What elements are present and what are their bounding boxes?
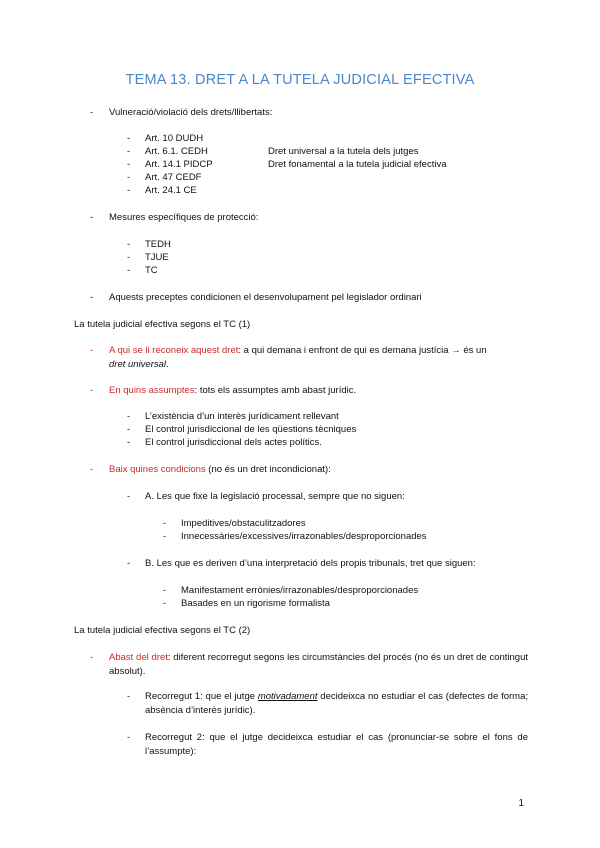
bullet-dash: - xyxy=(127,185,131,196)
bullet-dash: - xyxy=(127,424,131,435)
list-item: Basades en un rigorisme formalista xyxy=(181,598,330,609)
list-item: Art. 24.1 CE xyxy=(145,185,197,196)
section2-heading: Mesures específiques de protecció: xyxy=(109,212,259,223)
bullet-dash: - xyxy=(127,172,131,183)
bullet-dash: - xyxy=(90,345,94,356)
bullet-dash: - xyxy=(127,732,131,743)
scope-label: Abast del dret xyxy=(109,652,168,663)
scope-paragraph xyxy=(109,651,528,678)
bullet-dash: - xyxy=(127,491,131,502)
bullet-dash: - xyxy=(127,437,131,448)
bullet-dash: - xyxy=(90,292,94,303)
bullet-dash: - xyxy=(90,107,94,118)
who-end: . xyxy=(166,358,169,370)
tc2-heading: La tutela judicial efectiva segons el TC (2) xyxy=(74,625,251,636)
bullet-dash: - xyxy=(127,558,131,569)
who-text: : a qui demana i enfront de qui es demana justícia → és un xyxy=(238,345,487,356)
list-item: Art. 47 CEDF xyxy=(145,172,202,183)
list-item: TC xyxy=(145,265,158,276)
route1-b: decideixca no estudiar el cas (defectes de forma; absència d’interès jurídic). xyxy=(145,691,528,716)
matters-label: En quins assumptes xyxy=(109,385,195,396)
list-item: Manifestament errònies/irrazonables/desproporcionades xyxy=(181,585,419,596)
cond-b: B. Les que es deriven d’una interpretació dels propis tribunals, tret que siguen: xyxy=(145,558,476,569)
bullet-dash: - xyxy=(90,464,94,475)
cond-a: A. Les que fixe la legislació processal, sempre que no siguen: xyxy=(145,491,405,502)
page-title: TEMA 13. DRET A LA TUTELA JUDICIAL EFECTIVA xyxy=(125,72,475,88)
matters-text: : tots els assumptes amb abast jurídic. xyxy=(194,385,357,396)
note-cedh: Dret universal a la tutela dels jutges xyxy=(268,146,419,157)
route1-paragraph xyxy=(145,690,528,717)
bullet-dash: - xyxy=(163,585,167,596)
list-item: Art. 6.1. CEDH xyxy=(145,146,208,157)
bullet-dash: - xyxy=(127,411,131,422)
route1-underlined: motivadament xyxy=(257,691,318,702)
who-label: A qui se li reconeix aquest dret xyxy=(109,345,239,356)
bullet-dash: - xyxy=(127,159,131,170)
bullet-dash: - xyxy=(127,146,131,157)
who-italic: dret universal xyxy=(109,358,167,370)
note-pidcp: Dret fonamental a la tutela judicial efectiva xyxy=(268,159,447,170)
bullet-dash: - xyxy=(127,265,131,276)
who-paragraph xyxy=(109,344,528,371)
bullet-dash: - xyxy=(90,385,94,396)
bullet-dash: - xyxy=(163,518,167,529)
route1-a: Recorregut 1: que el jutge xyxy=(145,691,258,702)
list-item: L’existència d’un interès jurídicament rellevant xyxy=(145,411,339,422)
list-item: Impeditives/obstaculitzadores xyxy=(181,518,306,529)
list-item: Innecessàries/excessives/irrazonables/desproporcionades xyxy=(181,531,427,542)
cond-label: Baix quines condicions xyxy=(109,464,206,475)
list-item: El control jurisdiccional de les qüestions tècniques xyxy=(145,424,357,435)
bullet-dash: - xyxy=(90,652,94,663)
bullet-dash: - xyxy=(127,691,131,702)
scope-text: : diferent recorregut segons les circumstàncies del procés (no és un dret de contingut absolut). xyxy=(109,652,528,677)
matters-paragraph xyxy=(109,385,356,397)
bullet-dash: - xyxy=(127,133,131,144)
list-item: TEDH xyxy=(145,239,171,250)
cond-paragraph xyxy=(109,464,331,476)
bullet-dash: - xyxy=(90,212,94,223)
tc1-heading: La tutela judicial efectiva segons el TC (1) xyxy=(74,319,251,330)
list-item: Art. 10 DUDH xyxy=(145,133,204,144)
bullet-dash: - xyxy=(127,239,131,250)
bullet-dash: - xyxy=(163,531,167,542)
route2-paragraph: Recorregut 2: que el jutge decideixca estudiar el cas (pronunciar-se sobre el fons de l’assumpte): xyxy=(145,732,528,757)
section1-heading: Vulneració/violació dels drets/llibertats: xyxy=(109,107,273,118)
page-number: 1 xyxy=(518,798,524,809)
bullet-dash: - xyxy=(127,252,131,263)
list-item: Art. 14.1 PIDCP xyxy=(145,159,213,170)
section3-text: Aquests preceptes condicionen el desenvolupament pel legislador ordinari xyxy=(109,292,422,303)
list-item: TJUE xyxy=(145,252,169,263)
cond-text: (no és un dret incondicionat): xyxy=(205,464,331,475)
list-item: El control jurisdiccional dels actes polítics. xyxy=(145,437,322,448)
bullet-dash: - xyxy=(163,598,167,609)
